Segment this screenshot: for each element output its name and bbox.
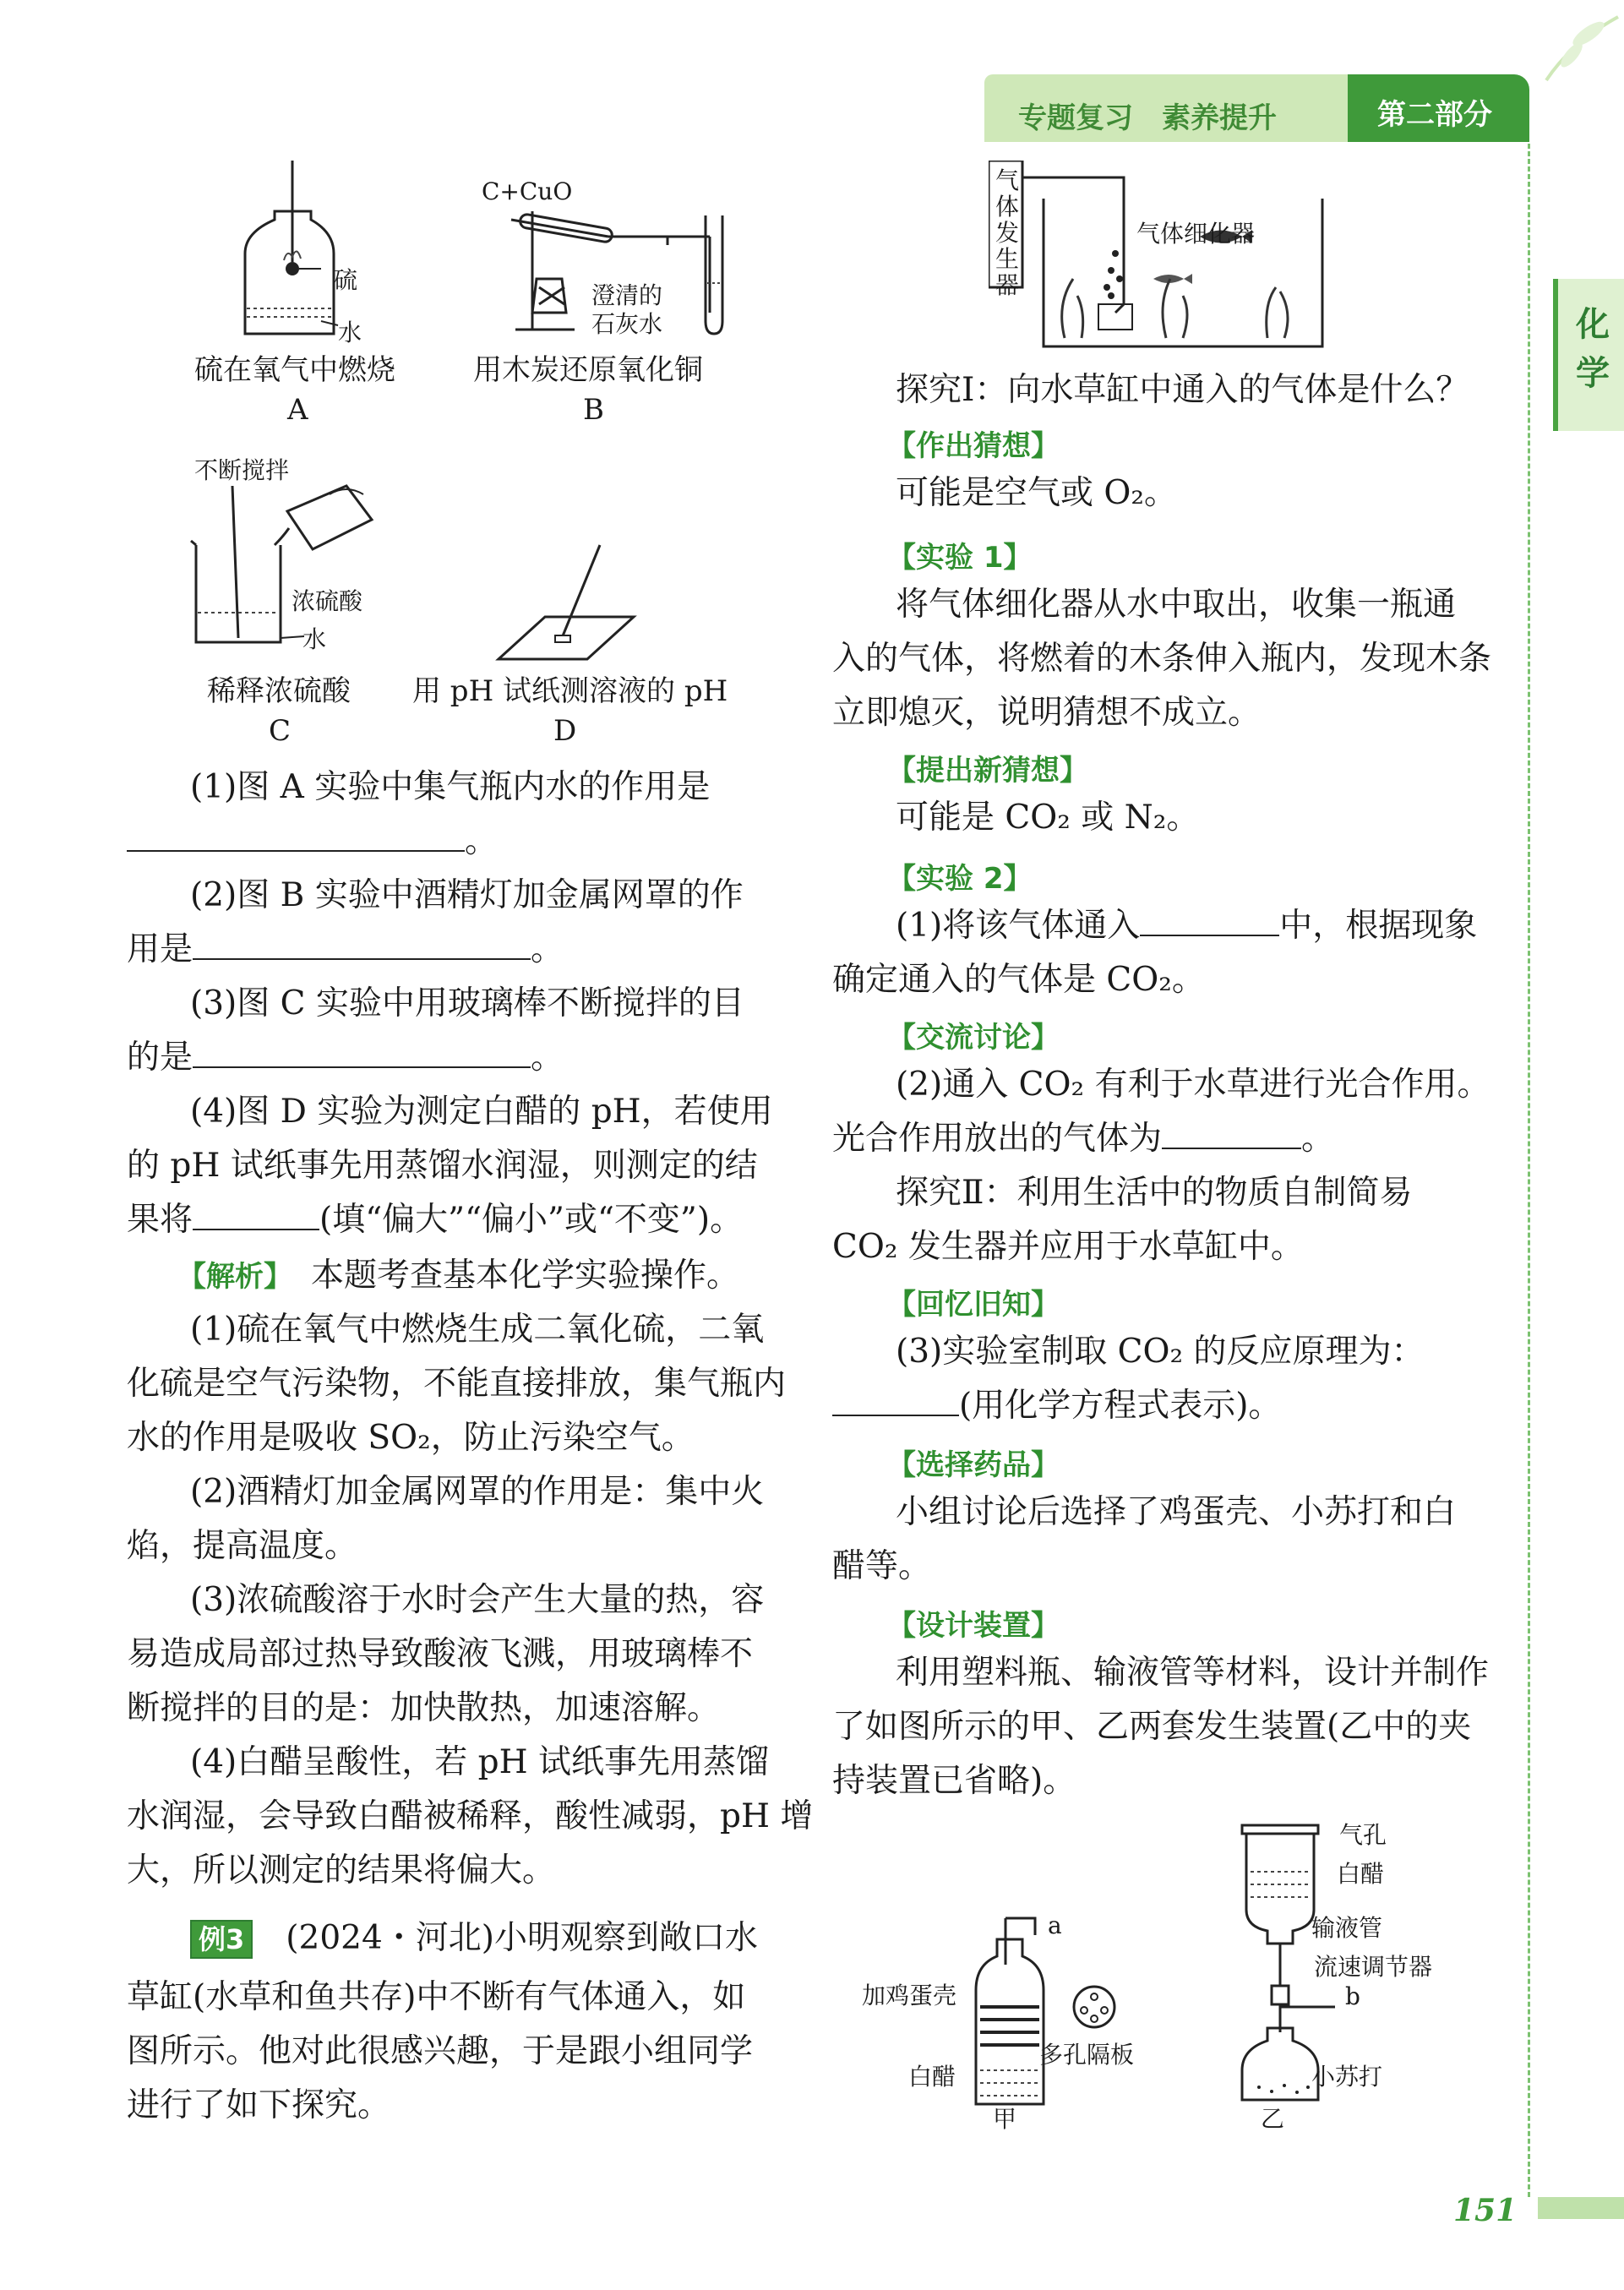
recall-line-2: (用化学方程式表示)。	[959, 1387, 1282, 1425]
question-3-line-1: (3)图 C 实验中用玻璃棒不断搅拌的目	[190, 984, 744, 1022]
page-number-bar	[1538, 2197, 1624, 2219]
apparatus-yi-label-tube: 输液管	[1311, 1914, 1383, 1942]
experiment-2-line-2: 确定通入的气体是 CO₂。	[832, 961, 1205, 999]
margin-dashed-line	[1528, 144, 1530, 2197]
analysis-1-line-1: (1)硫在氧气中燃烧生成二氧化硫，二氧	[190, 1311, 765, 1349]
discussion-end: 。	[1301, 1120, 1335, 1158]
subject-label: 化学	[1576, 305, 1610, 393]
tag-design: 【设计装置】	[887, 1609, 1060, 1643]
recall-line-1: (3)实验室制取 CO₂ 的反应原理为：	[896, 1333, 1425, 1371]
apparatus-label-b: b	[1345, 1982, 1360, 2010]
question-3-line-2: 的是	[127, 1039, 193, 1077]
question-1-end: 。	[465, 822, 499, 860]
experiment-2-line-1-end: 中，根据现象	[1279, 907, 1478, 945]
tank-label-generator: 气体发生器	[995, 166, 1020, 299]
apparatus-yi-label-hole: 气孔	[1339, 1821, 1387, 1849]
apparatus-yi-label-soda: 小苏打	[1311, 2063, 1383, 2091]
leaf-decoration-icon	[1538, 8, 1622, 85]
answer-blank-4[interactable]	[193, 1202, 319, 1230]
answer-blank-1[interactable]	[127, 823, 465, 852]
aquarium-figure	[989, 161, 1327, 351]
analysis-2-line-1: (2)酒精灯加金属网罩的作用是：集中火	[190, 1473, 765, 1511]
question-2-end: 。	[531, 930, 564, 968]
answer-blank-3[interactable]	[193, 1039, 531, 1068]
discussion-line-2: 光合作用放出的气体为	[832, 1120, 1163, 1158]
figure-c-beaker	[186, 477, 380, 655]
header-topic: 专题复习 素养提升	[1018, 101, 1277, 135]
analysis-1-line-3: 水的作用是吸收 SO₂，防止污染空气。	[127, 1419, 695, 1457]
tag-discussion: 【交流讨论】	[887, 1021, 1060, 1055]
figure-a-caption: 硫在氧气中燃烧	[194, 353, 395, 387]
apparatus-jia-label-shell: 加鸡蛋壳	[862, 1982, 957, 2009]
apparatus-label-a: a	[1048, 1911, 1062, 1939]
answer-blank-7[interactable]	[832, 1388, 959, 1416]
analysis-3-line-2: 易造成局部过热导致酸液飞溅，用玻璃棒不	[127, 1635, 754, 1673]
tag-experiment-2: 【实验 2】	[887, 862, 1033, 896]
example-3-line-4: 进行了如下探究。	[127, 2086, 391, 2124]
figure-c-label-acid: 浓硫酸	[292, 587, 363, 615]
question-4-line-3: 果将	[127, 1201, 193, 1239]
jiexi-intro: 本题考查基本化学实验操作。	[311, 1257, 740, 1295]
example-3-line-3: 图所示。他对此很感兴趣，于是跟小组同学	[127, 2032, 754, 2070]
figure-d-letter: D	[553, 714, 577, 748]
figure-b-letter: B	[583, 393, 604, 427]
figure-a-label-water: 水	[338, 319, 362, 346]
analysis-3-line-3: 断搅拌的目的是：加快散热，加速溶解。	[127, 1689, 721, 1727]
question-4-line-2: 的 pH 试纸事先用蒸馏水润湿，则测定的结	[127, 1147, 758, 1185]
question-2-line-2: 用是	[127, 930, 193, 968]
apparatus-yi-name: 乙	[1261, 2105, 1285, 2133]
figure-d-ph-paper	[494, 541, 646, 668]
analysis-2-line-2: 焰，提高温度。	[127, 1527, 358, 1565]
apparatus-yi-label-regulator: 流速调节器	[1314, 1953, 1433, 1981]
analysis-1-line-2: 化硫是空气污染物，不能直接排放，集气瓶内	[127, 1365, 787, 1403]
example-3-line-1: (2024・河北)小明观察到敞口水	[286, 1919, 758, 1957]
apparatus-jia-label-vinegar: 白醋	[908, 2063, 956, 2091]
figure-b-label-lime-1: 澄清的	[591, 281, 663, 309]
select-line-1: 小组讨论后选择了鸡蛋壳、小苏打和白	[896, 1493, 1457, 1531]
question-3-end: 。	[531, 1039, 564, 1077]
question-2-line-1: (2)图 B 实验中酒精灯加金属网罩的作	[190, 876, 744, 914]
figure-a-letter: A	[287, 393, 308, 427]
jiexi-tag: 【解析】	[177, 1260, 278, 1294]
porous-plate-icon	[1069, 1982, 1120, 2032]
answer-blank-6[interactable]	[1162, 1120, 1301, 1149]
figure-c-label-water: 水	[302, 625, 327, 653]
analysis-4-line-1: (4)白醋呈酸性，若 pH 试纸事先用蒸馏	[190, 1743, 770, 1781]
figure-b-label-lime-2: 石灰水	[591, 310, 663, 338]
inquiry-1-title: 探究Ⅰ：向水草缸中通入的气体是什么？	[896, 371, 1469, 409]
tag-select-drugs: 【选择药品】	[887, 1448, 1060, 1482]
tank-label-refiner: 气体细化器	[1136, 220, 1256, 248]
experiment-1-line-3: 立即熄灭，说明猜想不成立。	[832, 694, 1262, 732]
new-guess-text: 可能是 CO₂ 或 N₂。	[896, 799, 1200, 837]
question-4-options: (填“偏大”“偏小”或“不变”)。	[319, 1201, 744, 1239]
header-part: 第二部分	[1377, 98, 1492, 132]
page-number: 151	[1453, 2193, 1518, 2228]
figure-b-label-top: C+CuO	[482, 177, 573, 205]
experiment-1-line-1: 将气体细化器从水中取出，收集一瓶通	[896, 586, 1457, 624]
design-line-3: 持装置已省略)。	[832, 1762, 1076, 1800]
figure-c-label-stir: 不断搅拌	[194, 456, 290, 484]
design-line-1: 利用塑料瓶、输液管等材料，设计并制作	[896, 1654, 1490, 1692]
select-line-2: 醋等。	[832, 1547, 932, 1585]
tag-new-guess: 【提出新猜想】	[887, 754, 1088, 788]
question-1-line-1: (1)图 A 实验中集气瓶内水的作用是	[190, 768, 711, 806]
design-line-2: 了如图所示的甲、乙两套发生装置(乙中的夹	[832, 1708, 1472, 1746]
tag-make-guess: 【作出猜想】	[887, 429, 1060, 463]
analysis-4-line-3: 大，所以测定的结果将偏大。	[127, 1851, 556, 1889]
experiment-2-line-1: (1)将该气体通入	[896, 907, 1141, 945]
tag-experiment-1: 【实验 1】	[887, 541, 1033, 575]
guess-text: 可能是空气或 O₂。	[896, 474, 1178, 512]
apparatus-jia-label-plate: 多孔隔板	[1039, 2041, 1135, 2069]
figure-c-letter: C	[269, 714, 292, 748]
answer-blank-2[interactable]	[193, 931, 531, 960]
question-4-line-1: (4)图 D 实验为测定白醋的 pH，若使用	[190, 1093, 773, 1131]
inquiry-2-line-2: CO₂ 发生器并应用于水草缸中。	[832, 1228, 1304, 1266]
analysis-3-line-1: (3)浓硫酸溶于水时会产生大量的热，容	[190, 1581, 765, 1619]
figure-a-label-sulfur: 硫	[334, 266, 358, 294]
inquiry-2-line-1: 探究Ⅱ：利用生活中的物质自制简易	[896, 1174, 1413, 1212]
apparatus-yi-label-vinegar: 白醋	[1337, 1860, 1385, 1888]
analysis-4-line-2: 水润湿，会导致白醋被稀释，酸性减弱，pH 增	[127, 1797, 814, 1835]
apparatus-jia-name: 甲	[993, 2105, 1017, 2133]
figure-d-caption: 用 pH 试纸测溶液的 pH	[412, 674, 728, 708]
apparatus-jia	[972, 1914, 1073, 2117]
experiment-1-line-2: 入的气体，将燃着的木条伸入瓶内，发现木条	[832, 640, 1492, 678]
example-3-line-2: 草缸(水草和鱼共存)中不断有气体通入，如	[127, 1978, 746, 2016]
answer-blank-5[interactable]	[1140, 908, 1279, 936]
discussion-line-1: (2)通入 CO₂ 有利于水草进行光合作用。	[896, 1066, 1490, 1104]
figure-b-caption: 用木炭还原氧化铜	[473, 353, 703, 387]
example-3-tag: 例3	[190, 1920, 253, 1959]
figure-c-caption: 稀释浓硫酸	[207, 674, 351, 708]
tag-recall: 【回忆旧知】	[887, 1288, 1060, 1322]
